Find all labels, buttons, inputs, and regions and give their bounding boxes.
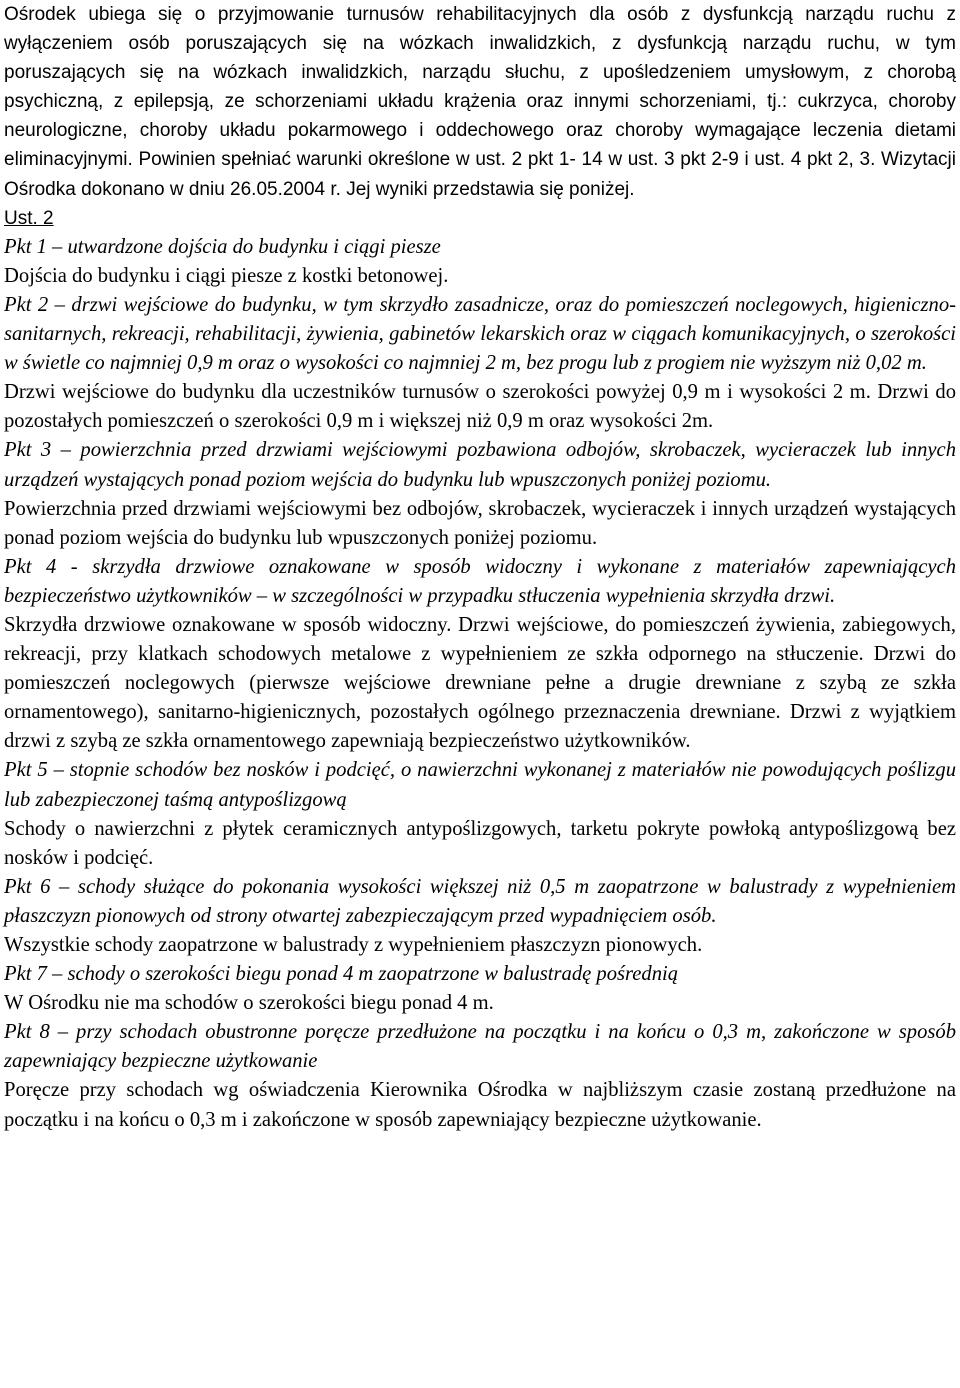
finding-text: Powierzchnia przed drzwiami wejściowymi bez odbojów, skrobaczek, wycieraczek i innych urządzeń wystających ponad poziom wejścia do budynku lub wpuszczonych poniżej poziomu. <box>4 497 956 549</box>
requirement-item <box>4 291 956 436</box>
finding-text: Poręcze przy schodach wg oświadczenia Kierownika Ośrodka w najbliższym czasie zostaną przedłużone na początku i na końcu o 0,3 m i zakończone w sposób zapewniający bezpieczne użytkowanie. <box>4 1079 956 1131</box>
finding-text: Schody o nawierzchni z płytek ceramicznych antypoślizgowych, tarketu pokryte powłoką antypoślizgową bez nosków i podcięć. <box>4 817 956 869</box>
section-heading: Ust. 2 <box>4 207 54 229</box>
requirement-item <box>4 1018 956 1134</box>
requirement-text: Pkt 8 – przy schodach obustronne poręcze przedłużone na początku i na końcu o 0,3 m, zakończone w sposób zapewniający bezpieczne użytkowanie <box>4 1021 956 1073</box>
requirement-item <box>4 960 956 1018</box>
requirement-text: Pkt 5 – stopnie schodów bez nosków i podcięć, o nawierzchni wykonanej z materiałów nie powodujących poślizgu lub zabezpieczonej taśmą antypoślizgową <box>4 759 956 811</box>
requirement-item <box>4 436 956 552</box>
finding-text: Dojścia do budynku i ciągi piesze z kostki betonowej. <box>4 264 449 287</box>
finding-text: Wszystkie schody zaopatrzone w balustrady z wypełnieniem płaszczyzn pionowych. <box>4 934 703 956</box>
requirement-item <box>4 873 956 960</box>
finding-text: Drzwi wejściowe do budynku dla uczestników turnusów o szerokości powyżej 0,9 m i wysokości 2 m. Drzwi do pozostałych pomieszczeń o szerokości 0,9 m i większej niż 0,9 m oraz wysokości 2m. <box>4 381 956 433</box>
finding-text: W Ośrodku nie ma schodów o szerokości biegu ponad 4 m. <box>4 992 494 1015</box>
requirement-text: Pkt 4 - skrzydła drzwiowe oznakowane w sposób widoczny i wykonane z materiałów zapewniających bezpieczeństwo użytkowników – w szczególności w przypadku stłuczenia wypełnienia skrzydła drzwi. <box>4 555 956 607</box>
requirement-text: Pkt 7 – schody o szerokości biegu ponad 4 m zaopatrzone w balustradę pośrednią <box>4 963 679 986</box>
requirement-item <box>4 756 956 872</box>
intro-paragraph: Ośrodek ubiega się o przyjmowanie turnusów rehabilitacyjnych dla osób z dysfunkcją narządu ruchu z wyłączeniem osób poruszających się na wózkach inwalidzkich, z dysfunkcją narządu ruchu, w tym poruszających się na wózkach inwalidzkich, narządu słuchu, z upośledzeniem umysłowym, z chorobą psychiczną, z epilepsją, ze schorzeniami układu krążenia oraz innymi schorzeniami, tj.: cukrzyca, choroby neurologiczne, choroby układu pokarmowego i oddechowego oraz choroby wymagające leczenia dietami eliminacyjnymi. Powinien spełniać warunki określone w ust. 2 pkt 1- 14 w ust. 3 pkt 2-9 i ust. 4 pkt 2, 3. Wizytacji Ośrodka dokonano w dniu 26.05.2004 r. Jej wyniki przedstawia się poniżej. <box>4 4 956 200</box>
finding-text: Skrzydła drzwiowe oznakowane w sposób widoczny. Drzwi wejściowe, do pomieszczeń żywienia, zabiegowych, rekreacji, przy klatkach schodowych metalowe z wypełnieniem ze szkła odpornego na stłuczenie. Drzwi do pomieszczeń noclegowych (pierwsze wejściowe drewniane pełne a drugie drewniane z szybą ze szkła ornamentowego), sanitarno-higienicznych, pozostałych ogólnego przeznaczenia drewniane. Drzwi z wyjątkiem drzwi z szybą ze szkła ornamentowego zapewniają bezpieczeństwo użytkowników. <box>4 613 956 753</box>
requirement-text: Pkt 6 – schody służące do pokonania wysokości większej niż 0,5 m zaopatrzone w balustrady z wypełnieniem płaszczyzn pionowych od strony otwartej zabezpieczającym przed wypadnięciem osób. <box>4 875 956 927</box>
requirement-item <box>4 233 956 291</box>
requirement-item <box>4 553 956 757</box>
requirement-text: Pkt 1 – utwardzone dojścia do budynku i ciągi piesze <box>4 235 441 258</box>
requirement-text: Pkt 2 – drzwi wejściowe do budynku, w tym skrzydło zasadnicze, oraz do pomieszczeń noclegowych, higieniczno-sanitarnych, rekreacji, rehabilitacji, żywienia, gabinetów lekarskich oraz w ciągach komunikacyjnych, o szerokości w świetle co najmniej 0,9 m oraz o wysokości co najmniej 2 m, bez progu lub z progiem nie wyższym niż 0,02 m. <box>4 293 956 375</box>
requirement-text: Pkt 3 – powierzchnia przed drzwiami wejściowymi pozbawiona odbojów, skrobaczek, wycieraczek lub innych urządzeń wystających ponad poziom wejścia do budynku lub wpuszczonych poniżej poziomu. <box>4 439 956 491</box>
